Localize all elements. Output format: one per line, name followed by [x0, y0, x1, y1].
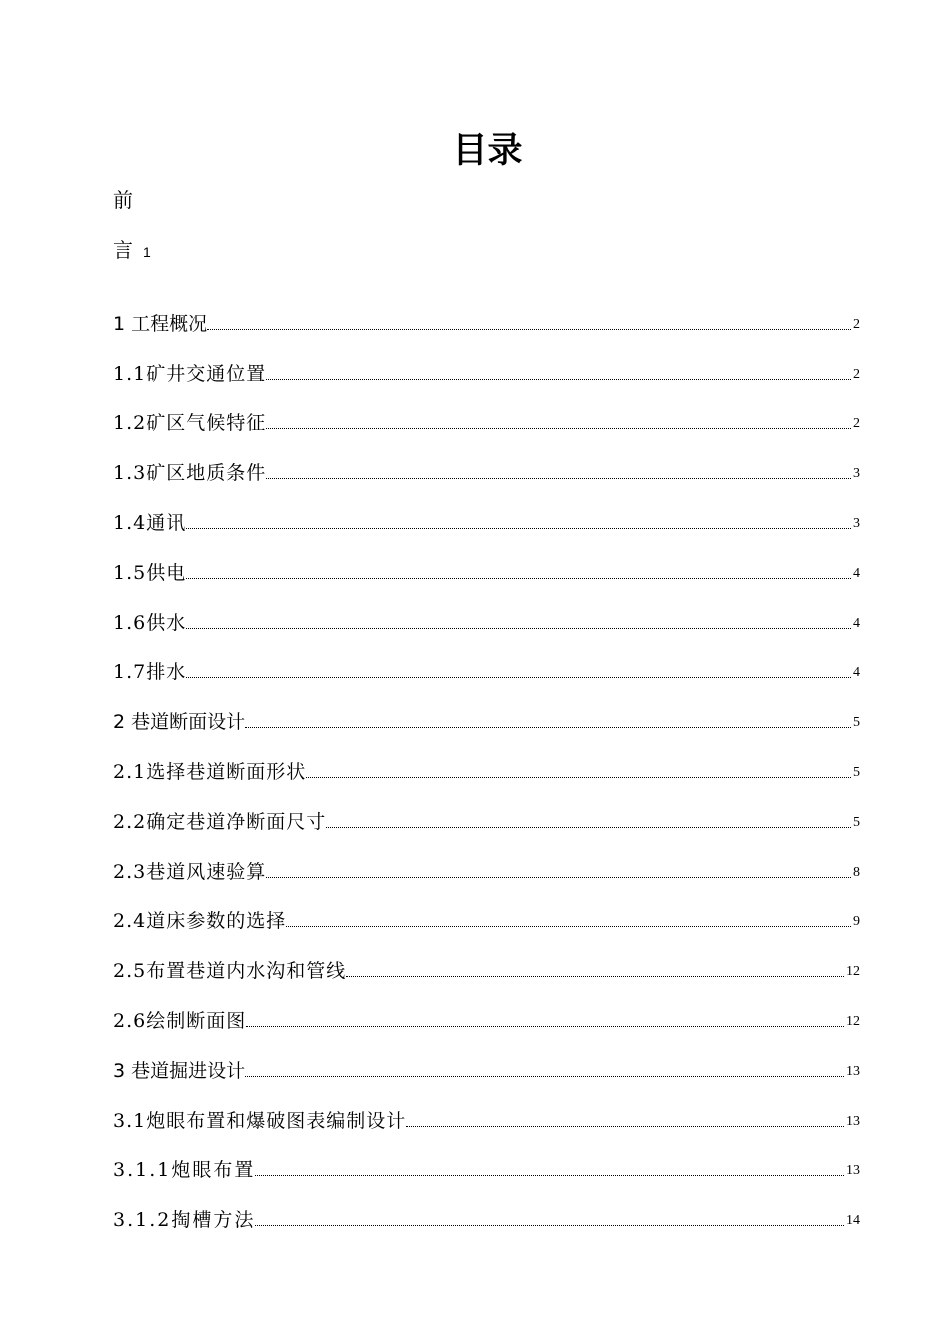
toc-entry-text: 1.2矿区气候特征 [113, 412, 267, 435]
toc-dot-leader [266, 478, 851, 479]
toc-entry-page-number: 8 [853, 864, 860, 880]
toc-dot-leader [326, 827, 851, 828]
toc-entry-text: 3.1.1炮眼布置 [113, 1159, 256, 1182]
toc-dot-leader [306, 777, 851, 778]
toc-entry[interactable] [113, 885, 860, 935]
toc-dot-leader [245, 1076, 844, 1077]
toc-entry[interactable] [113, 586, 860, 636]
toc-entry-page-number: 13 [846, 1063, 860, 1079]
toc-dot-leader [186, 528, 851, 529]
toc-dot-leader [346, 976, 844, 977]
toc-dot-leader [266, 877, 851, 878]
toc-entry-page-number: 14 [846, 1213, 860, 1229]
toc-entry-page-number: 13 [846, 1163, 860, 1179]
toc-entry-page-number: 4 [853, 565, 860, 581]
toc-entry-page-number: 2 [853, 316, 860, 332]
toc-entry[interactable] [113, 984, 860, 1034]
toc-entry[interactable] [113, 785, 860, 835]
toc-entry[interactable] [113, 1134, 860, 1184]
preface-char-1: 前 [113, 188, 133, 212]
toc-dot-leader [186, 677, 851, 678]
toc-entry[interactable] [113, 536, 860, 586]
preface-line [113, 237, 151, 265]
toc-entry-page-number: 5 [853, 814, 860, 830]
toc-entry[interactable] [113, 934, 860, 984]
toc-entry-page-number: 13 [846, 1113, 860, 1129]
toc-entry-page-number: 2 [853, 366, 860, 382]
toc-entry[interactable] [113, 287, 860, 337]
toc-title: 目录 [452, 131, 523, 171]
toc-entry-page-number: 5 [853, 764, 860, 780]
toc-entry-text: 1 工程概况 [113, 312, 208, 335]
toc-entry-page-number: 3 [853, 466, 860, 482]
toc-entry[interactable] [113, 636, 860, 686]
toc-entry[interactable] [113, 1084, 860, 1134]
toc-entry-text: 1.3矿区地质条件 [113, 462, 267, 485]
toc-entry-text: 3.1炮眼布置和爆破图表编制设计 [113, 1109, 407, 1132]
toc-entry-page-number: 12 [846, 1013, 860, 1029]
toc-entry-text: 2.3巷道风速验算 [113, 860, 267, 883]
toc-dot-leader [246, 1026, 844, 1027]
toc-entry-text: 2.5布置巷道内水沟和管线 [113, 960, 347, 983]
toc-entry[interactable] [113, 835, 860, 885]
preface-page-number: 1 [143, 244, 151, 260]
toc-entry-page-number: 5 [853, 715, 860, 731]
toc-entry-text: 2.6绘制断面图 [113, 1009, 247, 1032]
toc-dot-leader [207, 329, 851, 330]
toc-entry-text: 1.1矿井交通位置 [113, 362, 267, 385]
toc-entry[interactable] [113, 1034, 860, 1084]
toc-dot-leader [406, 1126, 844, 1127]
toc-dot-leader [255, 1225, 844, 1226]
toc-entry-text: 1.4通讯 [113, 511, 187, 534]
toc-entry-page-number: 12 [846, 964, 860, 980]
toc-entry-text: 1.6供水 [113, 611, 187, 634]
preface-char-2: 言 [113, 238, 133, 262]
toc-entry-page-number: 3 [853, 515, 860, 531]
toc-entry-text: 2.1选择巷道断面形状 [113, 760, 307, 783]
toc-entry-text: 3.1.2掏槽方法 [113, 1209, 256, 1232]
toc-entry-text: 3 巷道掘进设计 [113, 1059, 246, 1082]
toc-entry-page-number: 9 [853, 914, 860, 930]
toc-dot-leader [266, 379, 851, 380]
toc-dot-leader [245, 727, 851, 728]
toc-entry-text: 2 巷道断面设计 [113, 711, 246, 734]
toc-entry-page-number: 2 [853, 416, 860, 432]
toc-entry[interactable] [113, 387, 860, 437]
toc-list [113, 287, 860, 1233]
toc-entry[interactable] [113, 486, 860, 536]
toc-entry[interactable] [113, 1183, 860, 1233]
toc-entry[interactable] [113, 685, 860, 735]
toc-dot-leader [255, 1175, 844, 1176]
toc-entry-text: 1.5供电 [113, 561, 187, 584]
toc-entry-page-number: 4 [853, 615, 860, 631]
toc-entry[interactable] [113, 436, 860, 486]
toc-entry-text: 2.2确定巷道净断面尺寸 [113, 810, 327, 833]
toc-dot-leader [266, 428, 851, 429]
toc-dot-leader [186, 578, 851, 579]
toc-entry[interactable] [113, 735, 860, 785]
toc-dot-leader [286, 926, 851, 927]
toc-entry-text: 1.7排水 [113, 661, 187, 684]
toc-entry-text: 2.4道床参数的选择 [113, 910, 287, 933]
toc-entry[interactable] [113, 337, 860, 387]
toc-dot-leader [186, 628, 851, 629]
toc-entry-page-number: 4 [853, 665, 860, 681]
